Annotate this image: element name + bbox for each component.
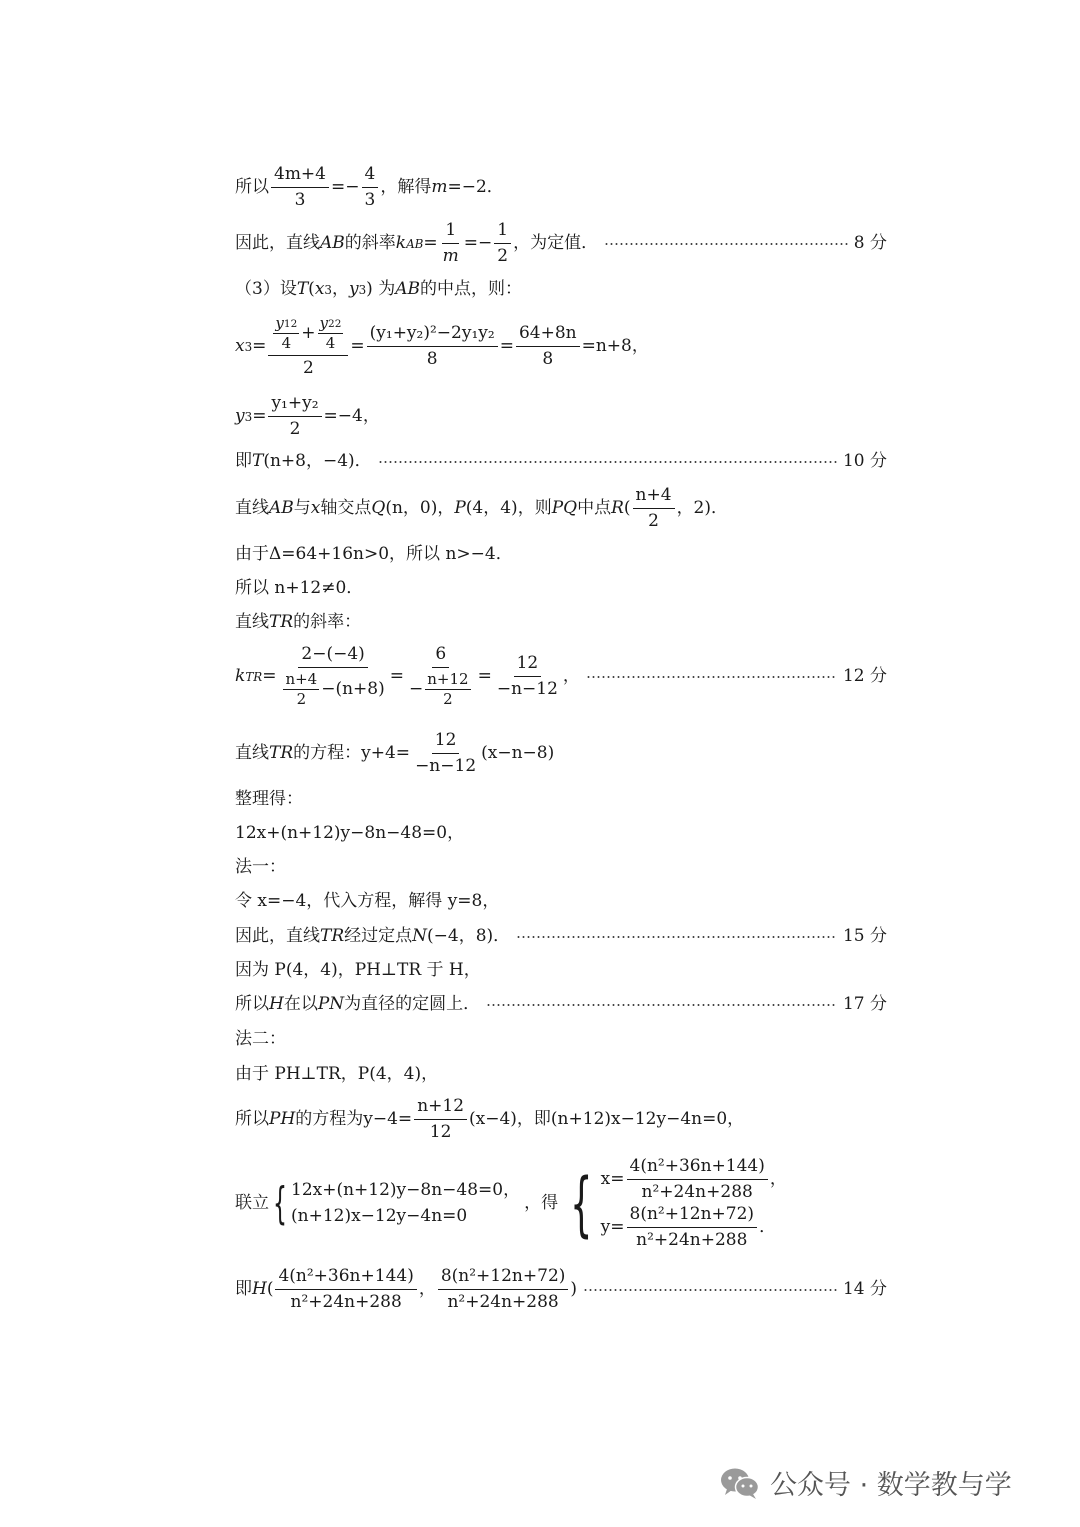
text: (−4，8)．: [427, 926, 511, 946]
text: 所以: [235, 177, 269, 198]
text: 与: [293, 498, 311, 519]
line-TR-equation: [235, 732, 554, 776]
variable: y: [235, 406, 245, 427]
score-label: 15 分: [842, 926, 887, 946]
text: (: [623, 498, 631, 519]
text: =−4，: [323, 406, 380, 427]
line-system-solve: [235, 1158, 787, 1249]
denominator: 2: [497, 245, 509, 266]
numerator: 12: [514, 655, 542, 677]
variable: y: [275, 314, 284, 332]
fraction: [627, 1203, 758, 1250]
numerator: 4(n²+36n+144): [627, 1158, 768, 1180]
dotted-leader: [586, 675, 837, 679]
wechat-icon: [718, 1465, 762, 1501]
text: 中点: [577, 498, 612, 519]
fraction: [406, 646, 476, 707]
variable: PQ: [551, 498, 578, 519]
text: =−2．: [447, 177, 504, 198]
variable: y: [348, 279, 359, 299]
text: (: [308, 279, 315, 299]
variable: PH: [269, 1109, 296, 1130]
system-line: 12x+(n+12)y−8n−48=0，: [291, 1180, 521, 1201]
text: 所以: [235, 994, 269, 1014]
numerator: 4m+4: [271, 166, 329, 188]
text: 的斜率: [344, 233, 396, 254]
text: 直线: [235, 612, 269, 632]
text: =n+8，: [581, 335, 649, 356]
text: 即: [235, 1279, 252, 1300]
denominator: n²+24n+288: [290, 1291, 402, 1312]
denominator: 2: [443, 689, 453, 708]
text: 的斜率：: [293, 612, 362, 632]
text: 因此，直线: [235, 233, 320, 254]
subscript: TR: [245, 669, 263, 684]
dotted-leader: [378, 460, 837, 464]
text: ，解得: [380, 177, 432, 198]
variable: H: [252, 1279, 267, 1300]
line-x3-formula: x 3 = y 1 2 4 + y 2 2 4 2 = $\frac{\text{(y₁+y₂)²−2y₁y₂}}{8}$ = $\frac{64+8n}{8}$ =n+8，: [235, 314, 649, 378]
text: =: [477, 665, 492, 686]
dotted-leader: [516, 935, 837, 939]
system-line: [600, 1203, 787, 1250]
line-PH-equation: [235, 1098, 744, 1142]
denominator: 3: [364, 189, 376, 210]
numerator: 4: [362, 166, 379, 188]
text: ，得: [524, 1192, 559, 1213]
dotted-leader: [486, 1003, 837, 1007]
text: 的方程为: [295, 1109, 364, 1130]
line-fixed-point: [235, 927, 887, 947]
text: 由于 PH⊥TR，P(4，4)，: [235, 1064, 439, 1084]
denominator: 4: [325, 333, 336, 352]
denominator: n²+24n+288: [447, 1291, 559, 1312]
numerator: 8(n²+12n+72): [627, 1206, 758, 1228]
text: (x−4)，即(n+12)x−12y−4n=0，: [469, 1109, 745, 1130]
fraction: [494, 652, 561, 699]
line-method-2: [235, 1030, 286, 1050]
fraction: [318, 316, 344, 352]
fraction: [273, 316, 299, 352]
text: 令 x=−4，代入方程，解得 y=8，: [235, 891, 500, 911]
numerator: 8(n²+12n+72): [438, 1268, 569, 1290]
variable: P: [454, 498, 466, 519]
system-line: [601, 1158, 787, 1202]
text: 因为 P(4，4)，PH⊥TR 于 H，: [235, 960, 481, 980]
fraction: [362, 166, 379, 210]
fraction: [412, 732, 479, 776]
text: =: [389, 665, 405, 686]
denominator: 3: [294, 189, 306, 210]
text: +: [301, 322, 316, 343]
dotted-leader: [583, 1288, 837, 1292]
dotted-leader: [604, 242, 848, 246]
variable: y: [319, 314, 329, 332]
variable: x: [310, 498, 321, 519]
variable: R: [611, 498, 624, 519]
text: 整理得：: [235, 789, 303, 809]
denominator: 2: [302, 357, 314, 378]
text: ．: [759, 1216, 777, 1237]
text: ，为定值．: [513, 233, 599, 254]
numerator: 12: [432, 732, 460, 754]
subscript: AB: [406, 236, 424, 251]
text: 所以 n+12≠0．: [235, 578, 364, 598]
line-nonzero: [235, 579, 363, 599]
text: 的方程：: [293, 743, 362, 764]
variable: TR: [269, 612, 294, 632]
numerator: 1: [494, 222, 511, 244]
numerator: n+4: [633, 487, 675, 509]
line-PH-perp: [235, 1065, 438, 1085]
numerator: y₁+y₂: [268, 395, 321, 417]
text: 联立: [235, 1192, 269, 1213]
left-brace: {: [273, 1177, 287, 1229]
line-T-point: [235, 452, 887, 472]
variable: k: [235, 665, 246, 686]
numerator: n+4: [285, 669, 318, 688]
text: ，: [562, 665, 580, 686]
denominator: 2: [296, 689, 307, 708]
fraction: [283, 669, 319, 708]
line-TR-general: [235, 824, 464, 844]
text: y+4=: [361, 743, 411, 764]
fraction: [425, 669, 470, 708]
line-slope-solve: [235, 166, 504, 210]
denominator: 4: [281, 333, 292, 352]
denominator: [440, 244, 462, 266]
fraction: [367, 322, 498, 369]
variable: k: [395, 233, 407, 254]
text: 的中点，则：: [420, 279, 522, 299]
line-discriminant: [235, 545, 513, 565]
score-label: 8 分: [853, 233, 887, 254]
line-y3-formula: y 3 = $\frac{\text{y₁+y₂}}{2}$ =−4，: [235, 393, 380, 439]
denominator: [278, 668, 387, 708]
variable: m: [431, 177, 448, 198]
text: =: [252, 335, 267, 356]
variable: H: [269, 994, 284, 1014]
denominator: [406, 668, 476, 708]
line-substitute: [235, 892, 499, 912]
numerator: 1: [442, 222, 459, 244]
text: ，2)．: [676, 498, 729, 519]
text: 12x+(n+12)y−8n−48=0，: [235, 823, 465, 843]
variable: AB: [395, 279, 420, 299]
text: 直线: [235, 743, 269, 764]
denominator: −n−12: [496, 678, 558, 699]
line-slope-constant: [235, 222, 887, 266]
numerator: y 2 2: [319, 314, 342, 332]
numerator: 6: [432, 646, 449, 668]
text: ，: [769, 1169, 787, 1190]
denominator: 8: [542, 348, 554, 369]
numerator: 64+8n: [516, 325, 580, 347]
denominator: 8: [426, 348, 438, 369]
fraction: [275, 1268, 416, 1312]
fraction: [494, 222, 511, 266]
watermark-text: 公众号 · 数学教与学: [770, 1470, 1012, 1501]
line-kTR-formula: [235, 646, 887, 707]
text: （3）设: [235, 279, 297, 299]
variable: TR: [269, 743, 294, 764]
numerator: 2−(−4): [298, 646, 367, 668]
text: 所以: [235, 1109, 269, 1130]
text: y=: [600, 1216, 625, 1237]
line-H-point: [235, 1268, 887, 1312]
text: 因此，直线: [235, 926, 320, 946]
variable: T: [252, 451, 264, 471]
numerator: n+12: [414, 1098, 467, 1120]
numerator: y 1 2: [275, 314, 298, 332]
variable: TR: [320, 926, 345, 946]
numerator: n+12: [427, 669, 469, 688]
text: 法二：: [235, 1029, 286, 1049]
text: y−4=: [363, 1109, 413, 1130]
text: =−: [463, 233, 493, 254]
fraction: [278, 646, 387, 707]
text: (n+8，−4)．: [263, 451, 372, 471]
fraction: [268, 316, 348, 377]
score-label: 14 分: [842, 1279, 887, 1300]
line-perpendicular: [235, 961, 481, 981]
equation-system: [269, 1177, 521, 1229]
text: 直线: [235, 498, 269, 519]
fraction: [271, 166, 329, 210]
line-circle-conclusion: [235, 995, 887, 1015]
numerator: 4(n²+36n+144): [275, 1268, 416, 1290]
fraction: [516, 322, 580, 369]
text: 即: [235, 451, 252, 471]
text: 轴交点: [320, 498, 372, 519]
text: ，: [331, 279, 349, 299]
score-label: 12 分: [842, 665, 887, 686]
text: (n，0)，: [385, 498, 455, 519]
text: (x−n−8): [481, 743, 555, 764]
variable: PN: [317, 994, 345, 1014]
watermark: [718, 1463, 1012, 1502]
denominator: −n−12: [415, 755, 477, 776]
denominator: n²+24n+288: [641, 1181, 753, 1202]
text: −: [409, 678, 424, 699]
text: 在以: [283, 994, 318, 1014]
text: ): [570, 1279, 578, 1300]
fraction: [438, 1268, 569, 1312]
text: 法一：: [235, 857, 286, 877]
line-method-1: [235, 858, 286, 878]
line-rearrange: [235, 790, 303, 810]
fraction: [633, 487, 675, 531]
text: ，: [418, 1279, 436, 1300]
denominator: 2: [648, 510, 659, 531]
text: −(n+8): [321, 678, 385, 699]
text: =−: [331, 177, 360, 198]
line-midpoint-setup: （3）设 T ( x 3 ， y 3 ) 为 AB 的中点，则：: [235, 279, 522, 299]
text: =: [423, 233, 438, 254]
text: (: [266, 1279, 274, 1300]
numerator: [268, 316, 348, 356]
system-line: (n+12)x−12y−4n=0: [291, 1205, 468, 1226]
variable: T: [296, 279, 309, 299]
text: =: [262, 665, 277, 686]
text: (4，4)，则: [465, 498, 552, 519]
variable: AB: [320, 233, 345, 254]
solution-system: [562, 1158, 787, 1249]
denominator: 12: [429, 1121, 452, 1142]
left-brace: {: [570, 1162, 593, 1245]
score-label: 17 分: [842, 994, 887, 1014]
variable: m: [442, 245, 459, 266]
variable: N: [412, 926, 428, 946]
text: 由于Δ=64+16n>0，所以 n>−4．: [235, 544, 513, 564]
numerator: (y₁+y₂)²−2y₁y₂: [367, 325, 498, 347]
fraction: [268, 395, 321, 439]
text: ) 为: [366, 279, 396, 299]
text: 经过定点: [344, 926, 413, 946]
variable: Q: [371, 498, 386, 519]
fraction: [440, 222, 462, 266]
fraction: [627, 1158, 768, 1202]
score-label: 10 分: [842, 451, 887, 471]
variable: x: [235, 335, 245, 356]
variable: AB: [269, 498, 294, 519]
text: 为直径的定圆上．: [344, 994, 481, 1014]
denominator: n²+24n+288: [636, 1229, 748, 1250]
text: x=: [600, 1169, 625, 1190]
denominator: 2: [289, 418, 301, 439]
line-R-midpoint: [235, 487, 728, 531]
fraction: [414, 1098, 467, 1142]
text: =: [252, 406, 267, 427]
line-TR-slope-label: [235, 613, 361, 633]
variable: x: [314, 279, 325, 299]
